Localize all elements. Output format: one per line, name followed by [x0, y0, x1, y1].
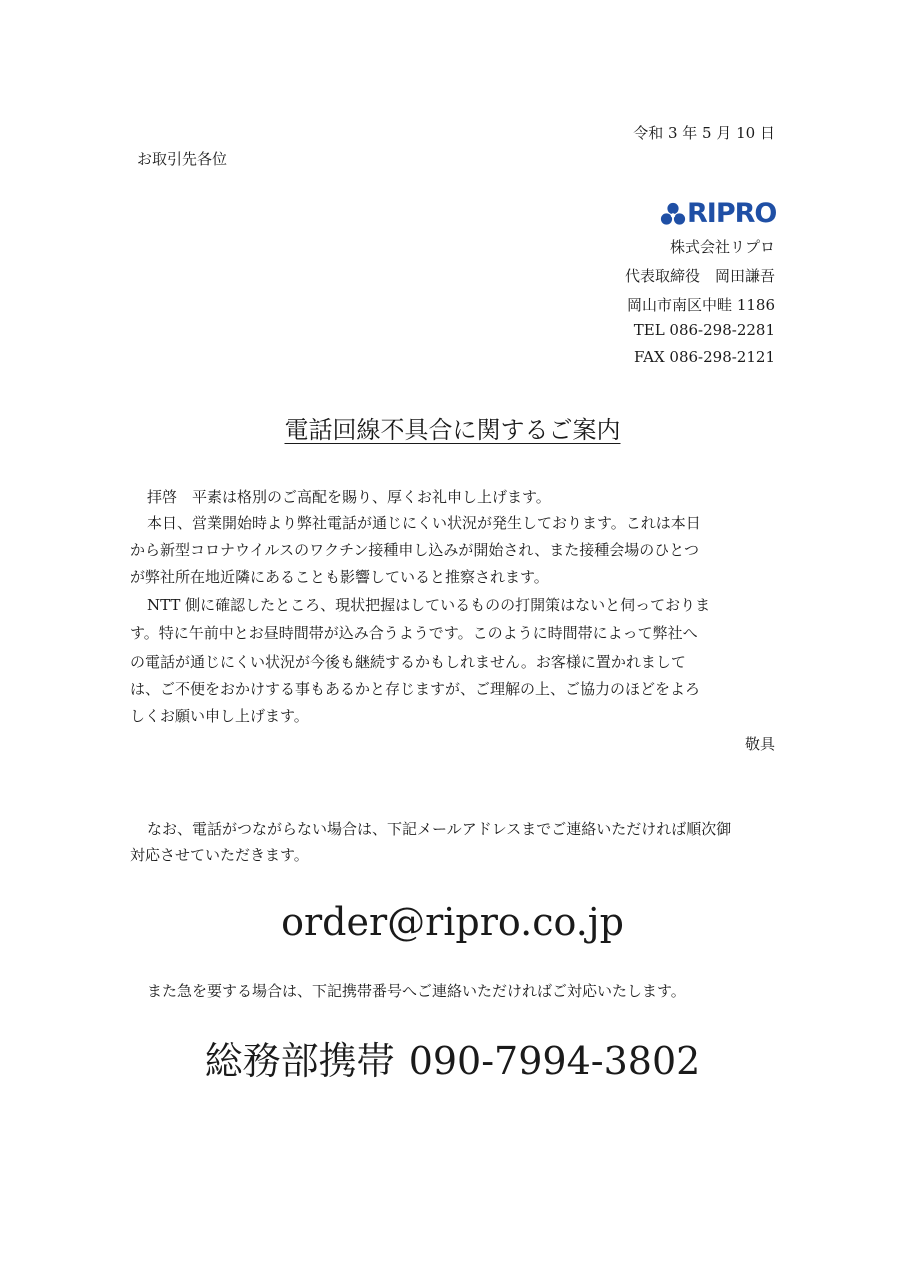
company-fax: FAX 086-298-2121 [634, 348, 775, 366]
paragraph-line: す。特に午前中とお昼時間帯が込み合うようです。このように時間帯によって弊社へ [130, 624, 698, 642]
document-title: 電話回線不具合に関するご案内 [284, 416, 621, 444]
paragraph-line: 対応させていただきます。 [130, 846, 309, 864]
company-logo [660, 198, 776, 229]
paragraph-line: から新型コロナウイルスのワクチン接種申し込みが開始され、また接種会場のひとつ [130, 541, 699, 559]
greeting-line: 拝啓 平素は格別のご高配を賜り、厚くお礼申し上げます。 [147, 488, 551, 506]
paragraph-line: は、ご不便をおかけする事もあるかと存じますが、ご理解の上、ご協力のほどをよろ [130, 680, 701, 698]
representative: 代表取締役 岡田謙吾 [624, 267, 775, 285]
paragraph-line: が弊社所在地近隣にあることも影響していると推察されます。 [130, 568, 549, 586]
paragraph-line: の電話が通じにくい状況が今後も継続するかもしれません。お客様に置かれまして [130, 653, 686, 671]
paragraph-line: しくお願い申し上げます。 [130, 707, 309, 725]
ripro-trefoil-logo-icon [660, 202, 686, 226]
letter-date: 令和 3 年 5 月 10 日 [633, 124, 775, 142]
phone-number[interactable]: 090-7994-3802 [408, 1039, 701, 1083]
paragraph-line: なお、電話がつながらない場合は、下記メールアドレスまでご連絡いただければ順次御 [147, 820, 732, 838]
paragraph-line: 本日、営業開始時より弊社電話が通じにくい状況が発生しております。これは本日 [147, 514, 701, 532]
contact-phone[interactable] [0, 1030, 905, 1085]
contact-email[interactable]: order@ripro.co.jp [281, 900, 624, 944]
phone-label: 総務部携帯 [204, 1039, 395, 1083]
paragraph-line: NTT 側に確認したところ、現状把握はしているものの打開策はないと伺っておりま [147, 596, 711, 614]
paragraph-line: また急を要する場合は、下記携帯番号へご連絡いただければご対応いたします。 [147, 982, 686, 1000]
company-tel: TEL 086-298-2281 [633, 321, 775, 339]
recipient: お取引先各位 [137, 150, 228, 168]
company-address: 岡山市南区中畦 1186 [627, 296, 775, 314]
closing-word: 敬具 [744, 735, 775, 753]
logo-wordmark: RIPRO [687, 198, 777, 229]
company-name: 株式会社リプロ [669, 238, 775, 256]
